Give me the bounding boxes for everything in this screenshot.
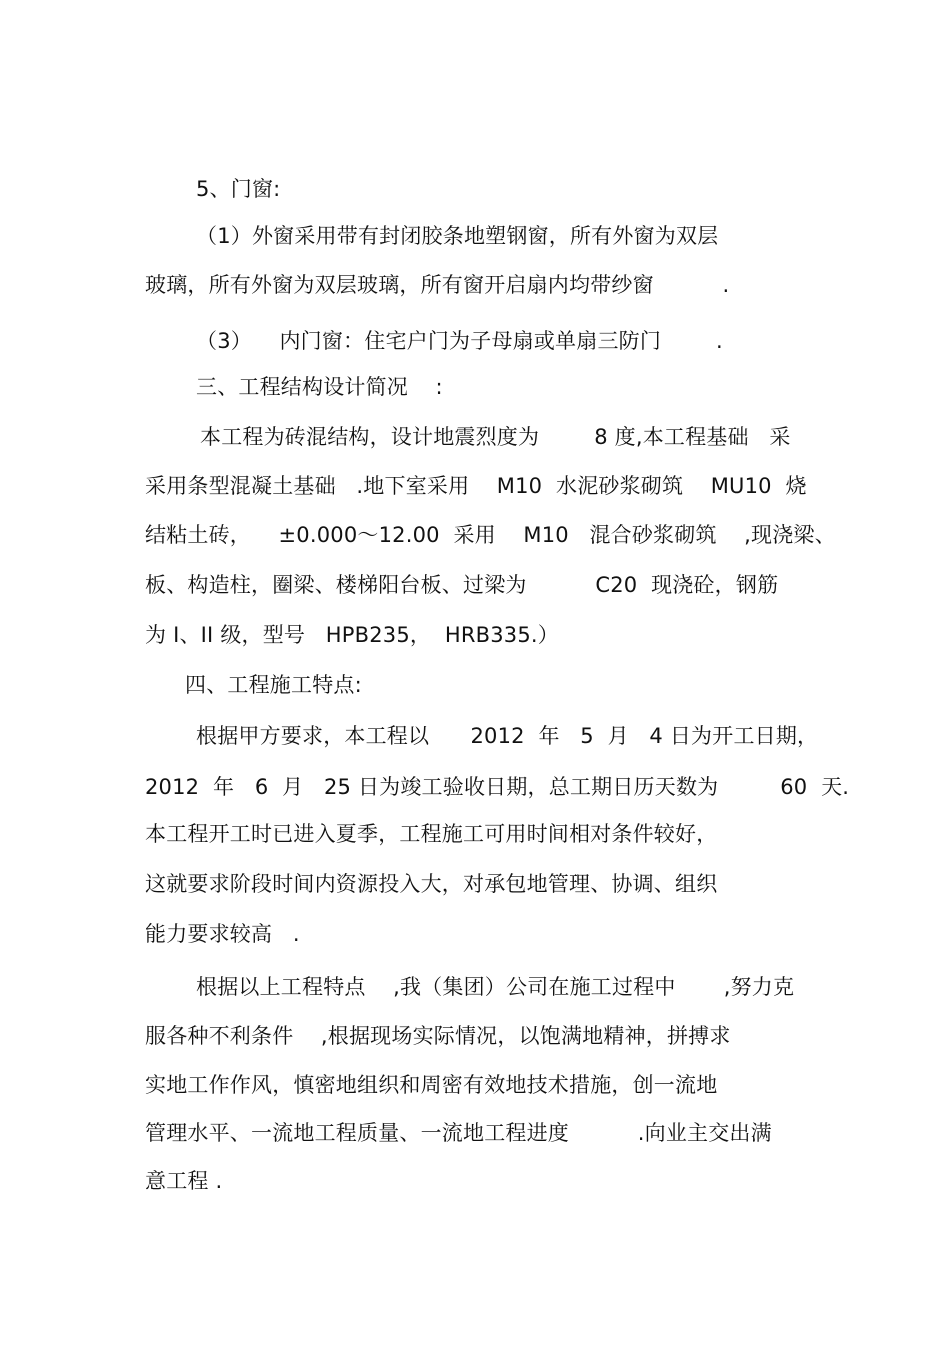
text-line: 实地工作作风，慎密地组织和周密有效地技术措施，创一流地 bbox=[145, 1073, 718, 1097]
text-line: （1）外窗采用带有封闭胶条地塑钢窗，所有外窗为双层 bbox=[196, 224, 719, 248]
section-heading-structure: 三、工程结构设计简况 : bbox=[196, 375, 443, 399]
section-heading-features: 四、工程施工特点: bbox=[185, 673, 362, 697]
section-heading-doors-windows: 5、门窗: bbox=[196, 177, 281, 201]
text-line: 采用条型混凝土基础 .地下室采用 M10 水泥砂浆砌筑 MU10 烧 bbox=[145, 474, 807, 498]
text-line: 这就要求阶段时间内资源投入大，对承包地管理、协调、组织 bbox=[145, 872, 718, 896]
text-line: 2012 年 6 月 25 日为竣工验收日期，总工期日历天数为 60 天. bbox=[145, 775, 850, 799]
text-line: 玻璃，所有外窗为双层玻璃，所有窗开启扇内均带纱窗 . bbox=[145, 273, 730, 297]
text-line: 结粘土砖， ±0.000～12.00 采用 M10 混合砂浆砌筑 ,现浇梁、 bbox=[145, 523, 836, 547]
text-line: 本工程开工时已进入夏季，工程施工可用时间相对条件较好， bbox=[145, 822, 718, 846]
text-line: 根据以上工程特点 ,我（集团）公司在施工过程中 ,努力克 bbox=[196, 975, 795, 999]
text-line: 服各种不利条件 ,根据现场实际情况，以饱满地精神，拼搏求 bbox=[145, 1024, 731, 1048]
text-line: 为 I、II 级，型号 HPB235， HRB335.） bbox=[145, 623, 559, 647]
text-line: 根据甲方要求，本工程以 2012 年 5 月 4 日为开工日期， bbox=[196, 724, 819, 748]
text-line: （3） 内门窗：住宅户门为子母扇或单扇三防门 . bbox=[196, 329, 723, 353]
text-line: 本工程为砖混结构，设计地震烈度为 8 度,本工程基础 采 bbox=[200, 425, 791, 449]
text-line: 管理水平、一流地工程质量、一流地工程进度 .向业主交出满 bbox=[145, 1121, 772, 1145]
text-line: 板、构造柱，圈梁、楼梯阳台板、过梁为 C20 现浇砼，钢筋 bbox=[145, 573, 779, 597]
text-line: 能力要求较高 . bbox=[145, 922, 300, 946]
text-line: 意工程 . bbox=[145, 1169, 223, 1193]
